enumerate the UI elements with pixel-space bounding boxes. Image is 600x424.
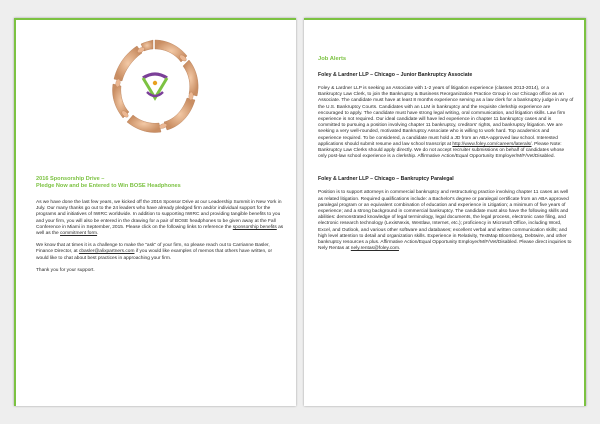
job-2-title: Foley & Lardner LLP – Chicago – Bankruptcy Paralegal (318, 176, 454, 183)
commitment-form-link[interactable]: commitment form (60, 231, 98, 237)
job-1-body-end: . Please Note: Bankruptcy Law Clerks should apply directly. We do not accept recruiter submissions on behalf of candidates whose only post-law school experience is a clerkship. Affirmative Action/Equal Opportunity Employer/M/F/Vet/Disabled. (318, 141, 565, 160)
job-2-body-end: . (398, 246, 401, 252)
job-2-description (318, 190, 574, 252)
left-page (14, 18, 296, 406)
sponsor-paragraph-2 (36, 243, 284, 262)
top-accent-bar (14, 18, 296, 20)
sponsor-p2-text: We know that at times it is a challenge to make the "ask" of your firm, so please reach out to Carrianne Basler, Finance Director, at (36, 243, 270, 255)
left-accent-line (14, 18, 16, 406)
right-page (304, 18, 586, 406)
job-alerts-section (318, 56, 574, 258)
hands-circle-logo-icon (105, 34, 205, 146)
sponsor-drive-heading (36, 176, 284, 190)
sponsor-p1-mid: as well as the (36, 224, 284, 237)
sponsor-paragraph-3: Thank you for your support. (36, 267, 95, 273)
job-2-body: Position is to support attorneys in commercial bankruptcy and restructuring practice involving chapter 11 cases as well as related litigation. Required qualifications include: a Bachelor's degree or paralegal certificate from an ABA approved paralegal program or an equivalent combination of education and experience in Litigation; a minimum of five years of experience; and a strong background in commercial bankruptcy. The candidate must also have the following skills and abilities: demonstrated knowledge of legal terminology, legal documents, the legal process, electronic case filing, and electronic research technology (LexisNexis, Westlaw, Internet, etc.); proficiency in Microsoft Office, including Word, Excel, and Outlook, and various other software and databases; excellent verbal and written communication skills; and high level attention to detail and organization skills. Experience in Relativity, TextMap Bloomberg, Debtwire, and other bankruptcy resources a plus. Affirmative Action/Equal Opportunity Employer/M/F/Vet/Disabled. Please direct inquiries to Nely Rentas at (318, 190, 572, 252)
sponsor-p1-end: . (97, 231, 99, 237)
job-alerts-title: Job Alerts (318, 56, 347, 62)
job-1-title: Foley & Lardner LLP – Chicago – Junior Bankruptcy Associate (318, 72, 473, 78)
job-posting-2 (318, 176, 574, 252)
sponsor-p2-end: if you would like examples of memos that others have written, or would like to chat about best practices in approaching your firm. (36, 249, 273, 261)
sponsor-p1-text: As we have done the last few years, we kicked off the 2016 Sponsor Drive at our Leadership Summit in New York in July. Our many thanks go out to the 24 leaders who have already pledged firm and/or individual support for the programs and initiatives of IWIRC worldwide. In addition to supporting IWIRC and providing tangible benefits to you and your firm, you will also be entered in the drawing for a pair of BOSE headphones to be given away at the Fall Conference in Miami in September, 2015. Please click on the following links to reference the (36, 200, 282, 230)
nely-rentas-email-link[interactable]: nely.rentas@foley.com (350, 246, 399, 252)
job-1-body: Foley & Lardner LLP is seeking an Associate with 1-2 years of litigation experience (classes 2013-2014), or a Bankruptcy Law Clerk, to join the Bankruptcy & Business Reorganization Practice Group in our Chicago office as an Associate. The candidate must have at least 8 months experience serving as a law clerk for a bankruptcy judge in any of the U.S. Bankruptcy Courts. Candidates with an LLM in bankruptcy and the requisite clerkship experience are encouraged to apply. The candidate must have strong legal writing, oral communication, and litigation skills. Law firm experience is not required. Our ideal candidate will have led experience in chapter 11 bankruptcy cases and is committed to pursuing a position involving chapter 11 bankruptcy, creditors' rights, and bankruptcy litigation. We are seeking a very well-rounded, motivated Bankruptcy Associate who is willing to work hard. Top academics and experience required. To be considered, a candidate must hold a JD from an ABA-approved law school. Interested applications should submit resume and law school transcript at (318, 86, 574, 147)
right-accent-line (584, 18, 586, 406)
sponsor-heading-line2: Pledge Now and be Entered to Win BOSE Headphones (36, 183, 181, 189)
sponsor-paragraph-1 (36, 200, 284, 237)
foley-careers-link[interactable]: http://www.foley.com/careers/laterals/ (452, 141, 532, 147)
sponsor-drive-article (36, 176, 284, 280)
sponsor-heading-line1: 2016 Sponsorship Drive – (36, 176, 105, 182)
job-1-description (318, 86, 574, 160)
finance-director-email-link[interactable]: cbasler@alixpartners.com (78, 249, 135, 255)
job-posting-1 (318, 72, 574, 160)
top-accent-bar (304, 18, 586, 20)
sponsorship-benefits-link[interactable]: sponsorship benefits (232, 224, 277, 230)
